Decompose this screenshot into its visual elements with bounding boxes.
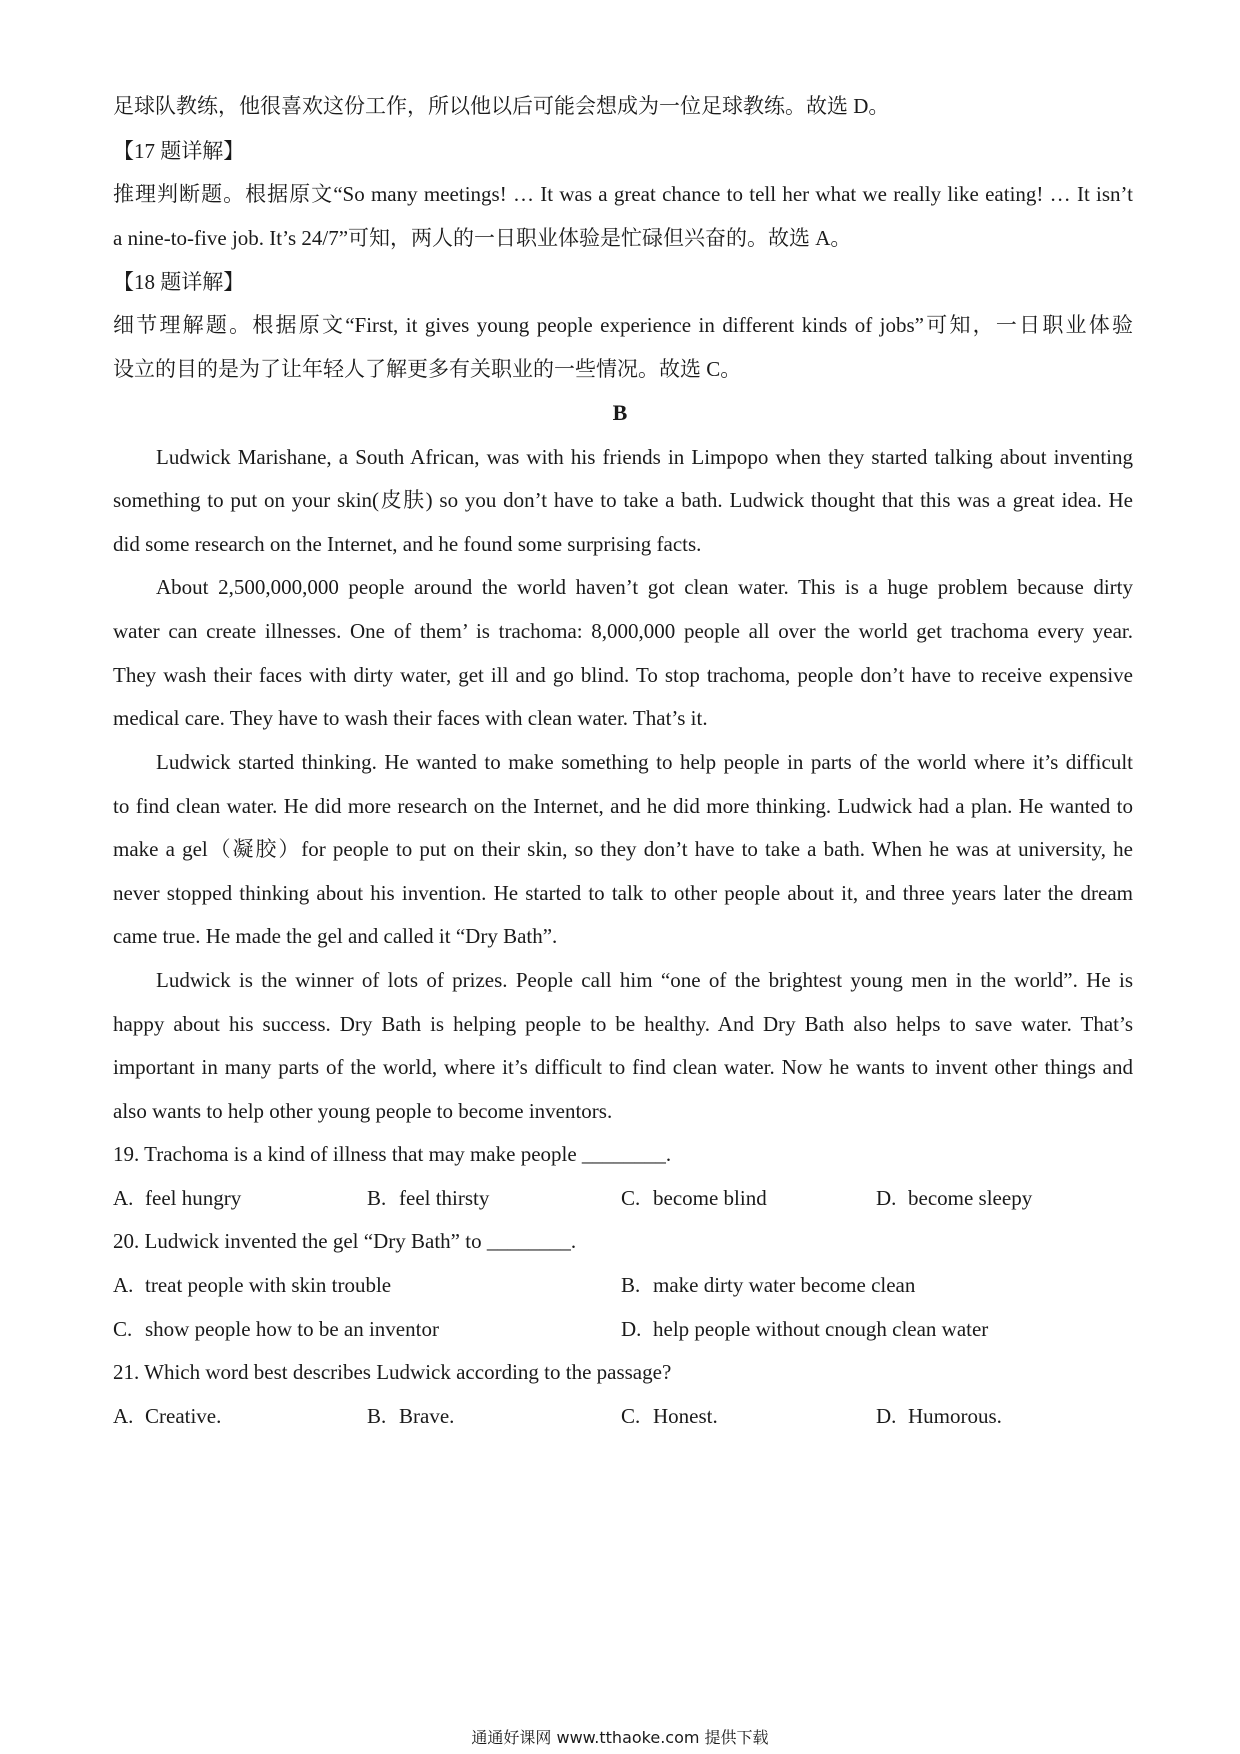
option-text: Humorous. xyxy=(908,1404,1002,1428)
passage-p3-line: to find clean water. He did more research on the Internet, and he did more thinking. Ludwick had a plan. He wanted to xyxy=(113,794,1133,818)
passage-p2-line: medical care. They have to wash their faces with clean water. That’s it. xyxy=(113,706,708,730)
option-text: feel hungry xyxy=(145,1186,242,1210)
option-text: treat people with skin trouble xyxy=(145,1273,392,1297)
passage-p3-line: came true. He made the gel and called it “Dry Bath”. xyxy=(113,924,558,948)
option-text: feel thirsty xyxy=(399,1186,490,1210)
passage-p4-line: happy about his success. Dry Bath is helping people to be healthy. And Dry Bath also helps to save water. That’s xyxy=(113,1012,1133,1036)
passage-p3-line: never stopped thinking about his invention. He started to talk to other people about it, and three years later the dream xyxy=(113,881,1133,905)
option-letter: B. xyxy=(621,1273,641,1297)
option-letter: C. xyxy=(621,1186,641,1210)
q17-explanation-line-1: 推理判断题。根据原文“So many meetings! … It was a great chance to tell her what we really like eating! … It isn’t xyxy=(113,182,1133,206)
option-text: become sleepy xyxy=(908,1186,1033,1210)
q20-option-d xyxy=(621,1315,988,1343)
option-text: Honest. xyxy=(653,1404,718,1428)
page-footer: 通通好课网 www.tthaoke.com 提供下载 xyxy=(471,1728,769,1747)
q21-option-d xyxy=(876,1402,1002,1430)
passage-p3-line: make a gel（凝胶）for people to put on their skin, so they don’t have to take a bath. When he was at university, he xyxy=(113,837,1133,861)
option-text: Brave. xyxy=(399,1404,455,1428)
q19-option-d xyxy=(876,1184,1032,1212)
passage-p4-line: Ludwick is the winner of lots of prizes. People call him “one of the brightest young men in the world”. He is xyxy=(156,968,1133,992)
q17-heading: 【17 题详解】 xyxy=(113,139,245,163)
q21-option-c xyxy=(621,1402,718,1430)
passage-p1-line: something to put on your skin(皮肤) so you don’t have to take a bath. Ludwick thought that this was a great idea. He xyxy=(113,488,1133,512)
option-letter: B. xyxy=(367,1186,387,1210)
q20-option-a xyxy=(113,1271,391,1299)
passage-p2-line: About 2,500,000,000 people around the world haven’t got clean water. This is a huge problem because dirty xyxy=(156,575,1133,599)
question-20-stem: 20. Ludwick invented the gel “Dry Bath” to ________. xyxy=(113,1229,577,1253)
explanation-q16-end: 足球队教练，他很喜欢这份工作，所以他以后可能会想成为一位足球教练。故选 D。 xyxy=(113,94,890,118)
passage-p1-line: Ludwick Marishane, a South African, was with his friends in Limpopo when they started talking about inventing xyxy=(156,445,1133,469)
question-19-stem: 19. Trachoma is a kind of illness that may make people ________. xyxy=(113,1142,672,1166)
option-letter: B. xyxy=(367,1404,387,1428)
passage-p4-line: important in many parts of the world, where it’s difficult to find clean water. Now he wants to invent other things and xyxy=(113,1055,1133,1079)
q19-option-c xyxy=(621,1184,767,1212)
q18-heading: 【18 题详解】 xyxy=(113,270,245,294)
option-text: become blind xyxy=(653,1186,767,1210)
option-letter: D. xyxy=(621,1317,642,1341)
question-21-stem: 21. Which word best describes Ludwick according to the passage? xyxy=(113,1360,672,1384)
option-letter: A. xyxy=(113,1273,134,1297)
q17-explanation-line-2: a nine-to-five job. It’s 24/7”可知，两人的一日职业体验是忙碌但兴奋的。故选 A。 xyxy=(113,226,852,250)
q20-option-c xyxy=(113,1315,439,1343)
q21-option-b xyxy=(367,1402,454,1430)
option-letter: C. xyxy=(113,1317,133,1341)
option-letter: C. xyxy=(621,1404,641,1428)
passage-p2-line: They wash their faces with dirty water, get ill and go blind. To stop trachoma, people don’t have to receive expensive xyxy=(113,663,1133,687)
section-letter: B xyxy=(612,400,628,425)
option-letter: D. xyxy=(876,1404,897,1428)
passage-p4-line: also wants to help other young people to become inventors. xyxy=(113,1099,613,1123)
option-text: Creative. xyxy=(145,1404,222,1428)
option-text: show people how to be an inventor xyxy=(145,1317,439,1341)
q19-option-b xyxy=(367,1184,489,1212)
option-letter: A. xyxy=(113,1404,134,1428)
passage-p1-line: did some research on the Internet, and he found some surprising facts. xyxy=(113,532,702,556)
q18-explanation-line-2: 设立的目的是为了让年轻人了解更多有关职业的一些情况。故选 C。 xyxy=(113,357,742,381)
option-letter: D. xyxy=(876,1186,897,1210)
q20-option-b xyxy=(621,1271,915,1299)
option-letter: A. xyxy=(113,1186,134,1210)
q18-explanation-line-1: 细节理解题。根据原文“First, it gives young people experience in different kinds of jobs”可知，一日职业体验 xyxy=(113,313,1133,337)
option-text: help people without cnough clean water xyxy=(653,1317,989,1341)
passage-p2-line: water can create illnesses. One of them’ is trachoma: 8,000,000 people all over the world get trachoma every year. xyxy=(113,619,1133,643)
option-text: make dirty water become clean xyxy=(653,1273,916,1297)
q21-option-a xyxy=(113,1402,221,1430)
passage-p3-line: Ludwick started thinking. He wanted to make something to help people in parts of the world where it’s difficult xyxy=(156,750,1133,774)
q19-option-a xyxy=(113,1184,241,1212)
